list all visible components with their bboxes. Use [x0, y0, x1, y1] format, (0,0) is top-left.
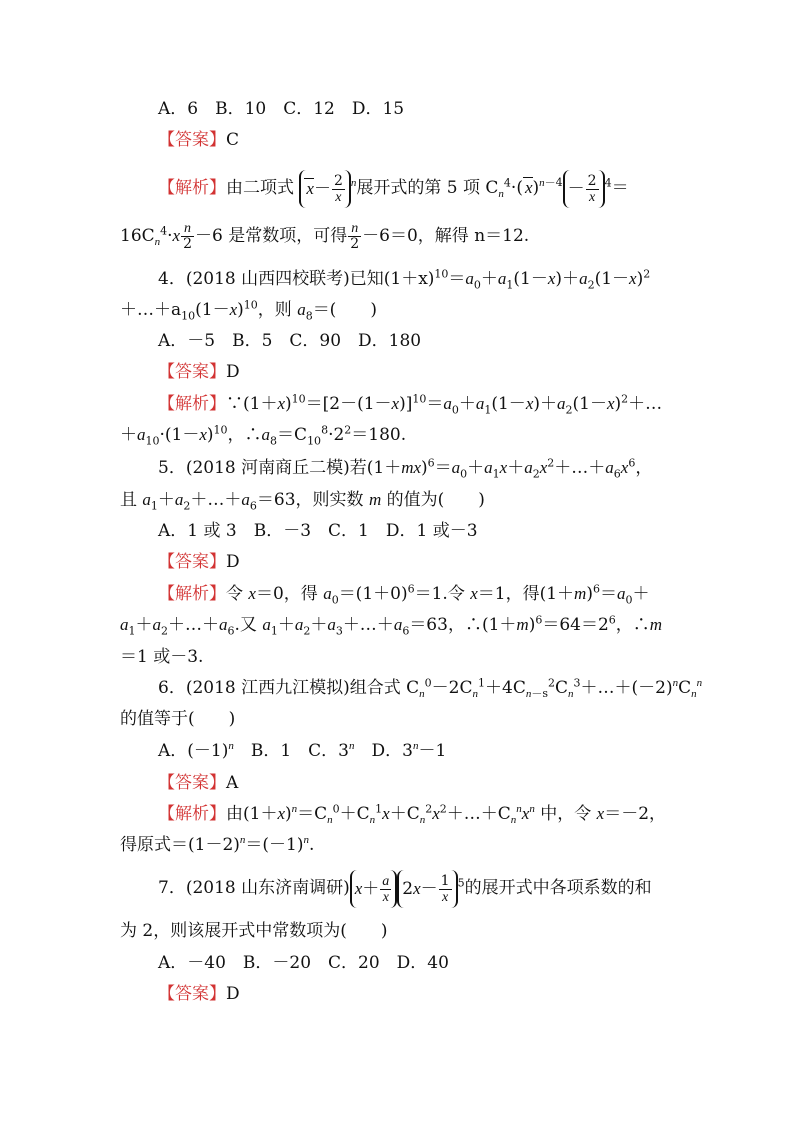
text: 16C	[120, 226, 155, 246]
q6-options: A．$(-1)^n$ B．1 C．3$^n$ D．$3^n-1$	[158, 740, 447, 761]
answer-tag: 【答案】	[158, 984, 226, 1004]
q4-answer	[158, 361, 718, 383]
answer-tag: 【答案】	[158, 552, 226, 572]
analysis-tag: 【解析】	[158, 804, 226, 824]
text: 的展开式中各项系数的和	[464, 878, 652, 898]
analysis-tag: 【解析】	[158, 584, 226, 604]
q5-stem-line2: 且 $a_1+a_2+\dots+a_6=63$，则实数 m 的值为( )	[120, 490, 485, 513]
text: －6＝0，解得 n＝12.	[362, 226, 530, 246]
analysis-tag: 【解析】	[158, 178, 226, 198]
text: 是常数项，可得	[228, 226, 348, 246]
text: 由二项式	[226, 178, 294, 198]
answer-tag: 【答案】	[158, 362, 226, 382]
q7-options: A．－40 B．－20 C．20 D．40	[158, 953, 449, 973]
answer-value: C	[226, 130, 240, 150]
text: ＋…＋a	[120, 300, 182, 320]
q5-analysis-line3: ＝1 或－3.	[120, 647, 204, 667]
q7-answer	[158, 983, 718, 1005]
q5-analysis-line2: $a_1+a_2+\dots+a_6$.又 $a_1+a_2+a_3+\dots+a_6=63$，$\therefore(1+m)^6=64=2^6$，∴m	[120, 613, 663, 638]
binomial-expression: x－ $\frac{2}{x}$	[299, 170, 350, 208]
q5-options: A．1 或 3 B．－3 C．1 D．1 或－3	[158, 521, 478, 541]
q3-options: A．6 B．10 C．12 D．15	[158, 99, 405, 119]
q5-stem-line1: 5．(2018 河南商丘二模)若$(1+mx)^6=a_0+a_1x+a_2x^2+\dots+a_6x^6$，	[158, 456, 653, 481]
q3-answer	[158, 129, 718, 151]
q4-options: A．－5 B．5 C．90 D．180	[158, 331, 422, 351]
q6-analysis-line2: 得原式$=(1-2)^n=(-1)^n$.	[120, 834, 315, 855]
q7-stem-line2: 为 2，则该展开式中常数项为( )	[120, 921, 388, 941]
analysis-tag: 【解析】	[158, 394, 226, 414]
answer-tag: 【答案】	[158, 130, 226, 150]
answer-tag: 【答案】	[158, 773, 226, 793]
text: 4．(2018 山西四校联考)已知(1＋x)	[158, 269, 435, 289]
q6-stem-line2: 的值等于( )	[120, 709, 236, 729]
text: 展开式的第 5 项 C	[356, 178, 499, 198]
answer-value: D	[226, 984, 240, 1004]
q3-analysis-line2: $16C_n^4\cdot x$ $\frac{n}{2}$ －6 是常数项，可得 $\frac{n}{2}$ －6＝0，解得 n＝12.	[120, 221, 530, 252]
q5-analysis-line1: 【解析】令 x＝0，得 $a_0=(1+0)^6=1$.令 x＝1，得$(1+m)^6=a_0+$	[158, 582, 650, 607]
answer-value: A	[226, 773, 239, 793]
answer-value: D	[226, 552, 240, 572]
q4-analysis-line2: $+a_{10}\cdot(1-x)^{10}$，$\therefore a_8=C_{10}^8\cdot 2^2=180$.	[120, 423, 407, 448]
q3-analysis-line1: 【解析】由二项式 x－ $\frac{2}{x}$ $^n$展开式的第 5 项 $C_n^4\cdot$( x)$^{n-4}$ － $\frac{2}{x}$ $^4$＝	[158, 168, 718, 208]
answer-value: D	[226, 362, 240, 382]
text: 7．(2018 山东济南调研)	[158, 878, 350, 898]
q4-analysis-line1: 【解析】$\because(1+x)^{10}=[2-(1-x)]^{10}=a_0+a_1(1-x)+a_2(1-x)^2+\dots$	[158, 392, 663, 417]
q5-answer	[158, 551, 718, 573]
q4-stem-line1: 4．(2018 山西四校联考)已知$(1+x)^{10}=a_0+a_1(1-x)+a_2(1-x)^2$	[158, 267, 651, 292]
q6-stem-line1: 6．(2018 江西九江模拟)组合式 $C_n^0-2C_n^1+4C_{n-s}^2C_n^3+\dots+(-2)^nC_n^n$	[158, 676, 703, 701]
q6-analysis-line1: 【解析】由$(1+x)^n=C_n^0+C_n^1x+C_n^2x^2+\dots+C_n^nx^n$ 中，令 x＝－2，	[158, 802, 667, 827]
q6-answer	[158, 772, 718, 794]
q7-stem-line1: 7．(2018 山东济南调研) x＋ $\frac{a}{x}$ 2x－ $\frac{1}{x}$ $^5$的展开式中各项系数的和	[158, 868, 718, 908]
q4-stem-line2: $+\dots+a_{10}(1-x)^{10}$，则 $a_8=$( )	[120, 298, 377, 323]
